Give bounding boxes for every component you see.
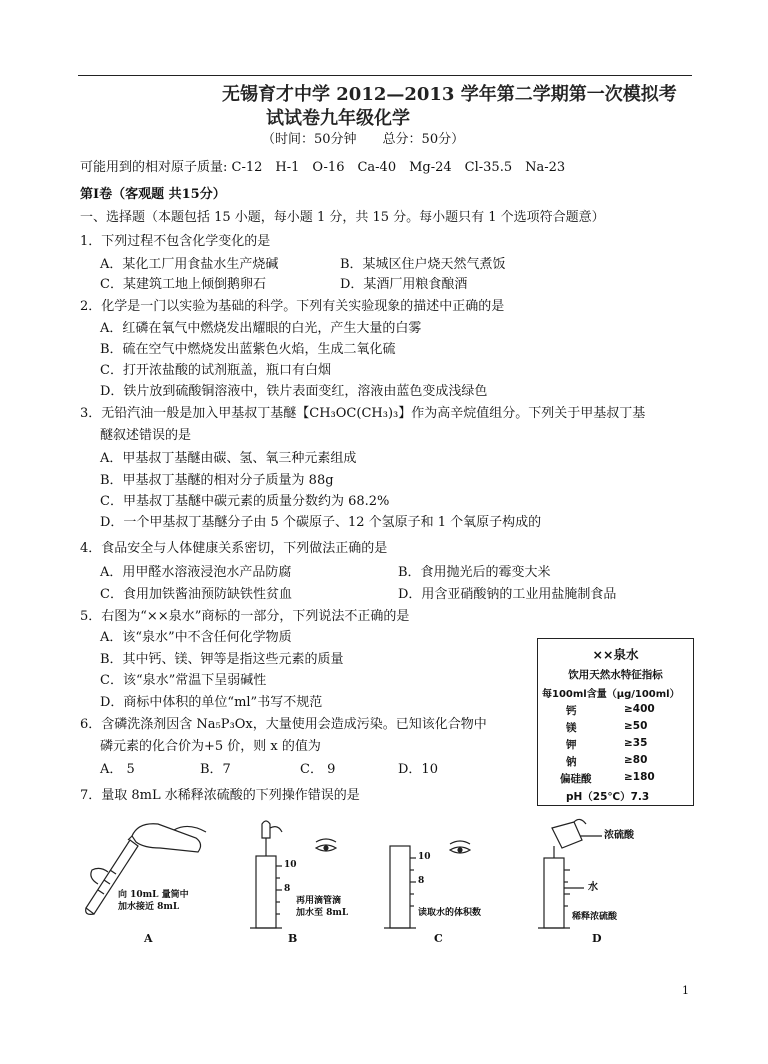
figure-a-drawing bbox=[78, 818, 218, 948]
figure-a-caption: A bbox=[144, 932, 153, 945]
q5-option-c: C．该“泉水”常温下呈弱碱性 bbox=[100, 673, 267, 688]
label-val-na: ≥80 bbox=[624, 754, 648, 766]
time-score-info: （时间：50分钟 总分：50分） bbox=[262, 132, 465, 147]
label-val-mg: ≥50 bbox=[624, 720, 648, 732]
figure-c-caption: C bbox=[434, 932, 443, 945]
label-val-silicic: ≥180 bbox=[624, 771, 655, 783]
q5-stem: 5．右图为“××泉水”商标的一部分，下列说法不正确的是 bbox=[80, 609, 410, 624]
figure-a bbox=[78, 818, 218, 948]
q7-stem: 7．量取 8mL 水稀释浓硫酸的下列操作错误的是 bbox=[80, 788, 360, 803]
q3-stem-line2: 醚叙述错误的是 bbox=[100, 428, 192, 443]
q2-option-b: B．硫在空气中燃烧发出蓝紫色火焰，生成二氧化硫 bbox=[100, 342, 396, 357]
figure-c-note: 读取水的体积数 bbox=[418, 908, 482, 918]
figure-b bbox=[238, 818, 378, 948]
q4-option-b: B．食用抛光后的霉变大米 bbox=[398, 565, 551, 580]
q3-option-b: B．甲基叔丁基醚的相对分子质量为 88g bbox=[100, 473, 334, 488]
figure-c-tick-10: 10 bbox=[418, 852, 431, 862]
q2-option-c: C．打开浓盐酸的试剂瓶盖，瓶口有白烟 bbox=[100, 363, 331, 378]
label-per: 每100ml含量（μg/100ml） bbox=[542, 689, 680, 700]
section-heading: 第Ⅰ卷（客观题 共15分） bbox=[80, 187, 226, 202]
q6-option-c: C． 9 bbox=[300, 762, 336, 777]
spring-water-label bbox=[537, 638, 694, 806]
label-el-na: 钠 bbox=[566, 756, 577, 768]
figure-c-tick-8: 8 bbox=[418, 876, 425, 886]
figure-b-caption: B bbox=[288, 932, 298, 945]
figure-b-note-line2: 加水至 8mL bbox=[296, 908, 349, 918]
label-el-silicic: 偏硅酸 bbox=[560, 773, 592, 785]
figure-d-label-acid: 浓硫酸 bbox=[604, 830, 634, 841]
label-el-k: 钾 bbox=[566, 739, 577, 751]
figure-d-note: 稀释浓硫酸 bbox=[572, 912, 618, 922]
q6-stem-line1: 6．含磷洗涤剂因含 Na₅P₃Ox，大量使用会造成污染。已知该化合物中 bbox=[80, 717, 487, 732]
q5-option-a: A．该“泉水”中不含任何化学物质 bbox=[100, 630, 292, 645]
q6-option-d: D．10 bbox=[398, 762, 438, 777]
figure-b-tick-8: 8 bbox=[284, 884, 291, 894]
q3-option-c: C．甲基叔丁基醚中碳元素的质量分数约为 68.2% bbox=[100, 494, 390, 509]
q3-option-d: D．一个甲基叔丁基醚分子由 5 个碳原子、12 个氢原子和 1 个氧原子构成的 bbox=[100, 515, 542, 530]
q2-stem: 2．化学是一门以实验为基础的科学。下列有关实验现象的描述中正确的是 bbox=[80, 299, 505, 314]
exam-title-line1: 无锡育才中学 2012—2013 学年第二学期第一次模拟考 bbox=[222, 84, 677, 105]
atomic-masses: 可能用到的相对原子质量: C-12 H-1 O-16 Ca-40 Mg-24 Cl-35.5 Na-23 bbox=[80, 160, 566, 175]
exam-title-line2: 试试卷九年级化学 bbox=[266, 108, 410, 129]
q1-option-d: D．某酒厂用粮食酿酒 bbox=[340, 277, 468, 292]
label-ph: pH（25℃）7.3 bbox=[566, 791, 650, 803]
label-subtitle: 饮用天然水特征指标 bbox=[568, 669, 663, 681]
q5-option-d: D．商标中体积的单位“ml”书写不规范 bbox=[100, 695, 323, 710]
q4-stem: 4．食品安全与人体健康关系密切，下列做法正确的是 bbox=[80, 541, 388, 556]
section-instruction: 一、选择题（本题包括 15 小题，每小题 1 分，共 15 分。每小题只有 1 个选项符合题意） bbox=[80, 210, 605, 225]
page-number: 1 bbox=[682, 984, 689, 997]
figure-d-drawing bbox=[530, 818, 670, 948]
q4-option-d: D．用含亚硝酸钠的工业用盐腌制食品 bbox=[398, 587, 617, 602]
label-el-ca: 钙 bbox=[566, 705, 577, 717]
q1-stem: 1．下列过程不包含化学变化的是 bbox=[80, 234, 271, 249]
q5-option-b: B．其中钙、镁、钾等是指这些元素的质量 bbox=[100, 652, 344, 667]
figure-c-drawing bbox=[378, 818, 518, 948]
q2-option-a: A．红磷在氧气中燃烧发出耀眼的白光，产生大量的白雾 bbox=[100, 321, 422, 336]
q6-stem-line2: 磷元素的化合价为+5 价，则 x 的值为 bbox=[100, 739, 321, 754]
label-val-ca: ≥400 bbox=[624, 703, 655, 715]
q6-option-b: B．7 bbox=[200, 762, 231, 777]
figure-b-drawing bbox=[238, 818, 378, 948]
q1-option-b: B．某城区住户烧天然气煮饭 bbox=[340, 257, 506, 272]
label-val-k: ≥35 bbox=[624, 737, 648, 749]
figure-d-caption: D bbox=[592, 932, 602, 945]
q4-option-c: C．食用加铁酱油预防缺铁性贫血 bbox=[100, 587, 292, 602]
figure-b-tick-10: 10 bbox=[284, 860, 297, 870]
figure-d-label-water: 水 bbox=[588, 882, 598, 893]
q2-option-d: D．铁片放到硫酸铜溶液中，铁片表面变红，溶液由蓝色变成浅绿色 bbox=[100, 384, 488, 399]
q4-option-a: A．用甲醛水溶液浸泡水产品防腐 bbox=[100, 565, 292, 580]
q3-option-a: A．甲基叔丁基醚由碳、氢、氧三种元素组成 bbox=[100, 451, 357, 466]
figure-b-note-line1: 再用滴管滴 bbox=[296, 896, 342, 906]
label-name: ××泉水 bbox=[592, 647, 639, 662]
figure-d bbox=[530, 818, 670, 948]
figure-a-note-line1: 向 10mL 量筒中 bbox=[118, 890, 189, 900]
q6-option-a: A． 5 bbox=[100, 762, 135, 777]
figure-c bbox=[378, 818, 518, 948]
label-el-mg: 镁 bbox=[566, 722, 577, 734]
q3-stem-line1: 3．无铅汽油一般是加入甲基叔丁基醚【CH₃OC(CH₃)₃】作为高辛烷值组分。下列关于甲基叔丁基 bbox=[80, 406, 646, 421]
figure-a-note-line2: 加水接近 8mL bbox=[118, 902, 180, 912]
header-rule bbox=[78, 75, 692, 76]
q1-option-c: C．某建筑工地上倾倒鹅卵石 bbox=[100, 277, 266, 292]
q1-option-a: A．某化工厂用食盐水生产烧碱 bbox=[100, 257, 279, 272]
